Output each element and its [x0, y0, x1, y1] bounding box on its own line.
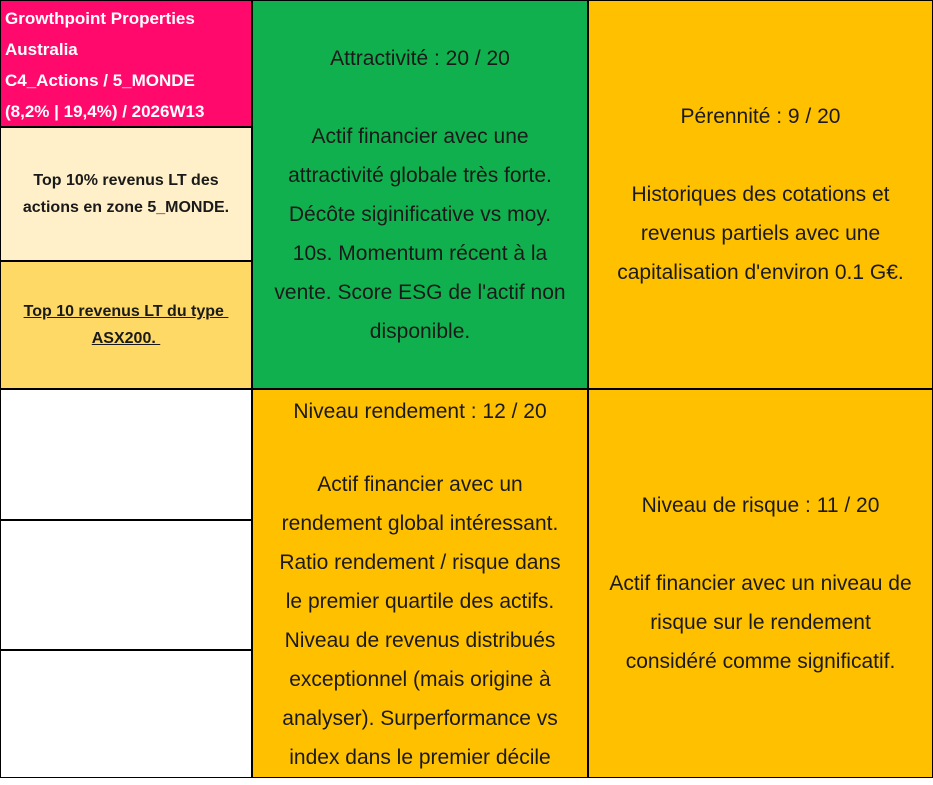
rendement-title: Niveau rendement : 12 / 20: [293, 400, 547, 423]
empty-cell: [0, 650, 252, 778]
perennite-title: Pérennité : 9 / 20: [680, 105, 841, 128]
attractivite-line: vente. Score ESG de l'actif non: [274, 280, 566, 304]
perennite-line: Historiques des cotations et: [631, 183, 890, 206]
risque-line: considéré comme significatif.: [625, 650, 896, 673]
rendement-line: Actif financier avec un: [317, 473, 523, 496]
top-decile-note: [0, 127, 252, 261]
top-decile-line-1: Top 10% revenus LT des: [33, 172, 219, 189]
attractivite-line: Décôte siginificative vs moy.: [288, 202, 552, 226]
perennite-line: revenus partiels avec une: [640, 222, 881, 245]
rendement-line: index dans le premier décile: [289, 746, 551, 769]
attractivite-cell: [252, 0, 588, 389]
attractivite-line: Actif financier avec une: [311, 124, 529, 148]
rendement-line: exceptionnel (mais origine à: [289, 668, 551, 691]
rendement-line: rendement global intéressant.: [281, 512, 559, 535]
empty-cell: [0, 520, 252, 650]
attractivite-line: attractivité globale très forte.: [288, 163, 552, 187]
perennite-cell: [588, 0, 933, 389]
rendement-line: Ratio rendement / risque dans: [279, 551, 561, 574]
attractivite-line: disponible.: [369, 319, 471, 343]
rendement-cell: [252, 389, 588, 778]
empty-cell: [0, 389, 252, 520]
rendement-line: le premier quartile des actifs.: [285, 590, 555, 613]
asset-category-line: C4_Actions / 5_MONDE: [5, 71, 195, 90]
asset-name-line-1: Growthpoint Properties: [5, 9, 195, 28]
asset-name-line-2: Australia: [5, 40, 78, 59]
asset-header-cell: [0, 0, 252, 127]
top10-index-note: [0, 261, 252, 389]
risque-cell: [588, 389, 933, 778]
top-decile-line-2: actions en zone 5_MONDE.: [22, 199, 230, 216]
asset-stats-line: (8,2% | 19,4%) / 2026W13: [5, 102, 205, 121]
perennite-line: capitalisation d'environ 0.1 G€.: [617, 261, 904, 284]
rendement-line: Niveau de revenus distribués: [284, 629, 556, 652]
rendement-line: analyser). Surperformance vs: [282, 707, 558, 730]
risque-title: Niveau de risque : 11 / 20: [641, 494, 880, 517]
risque-line: risque sur le rendement: [650, 611, 871, 634]
attractivite-title: Attractivité : 20 / 20: [330, 46, 510, 70]
attractivite-line: 10s. Momentum récent à la: [292, 241, 548, 265]
risque-line: Actif financier avec un niveau de: [609, 572, 912, 595]
top10-line-2: ASX200.: [91, 330, 161, 347]
top10-line-1: Top 10 revenus LT du type: [23, 303, 229, 320]
